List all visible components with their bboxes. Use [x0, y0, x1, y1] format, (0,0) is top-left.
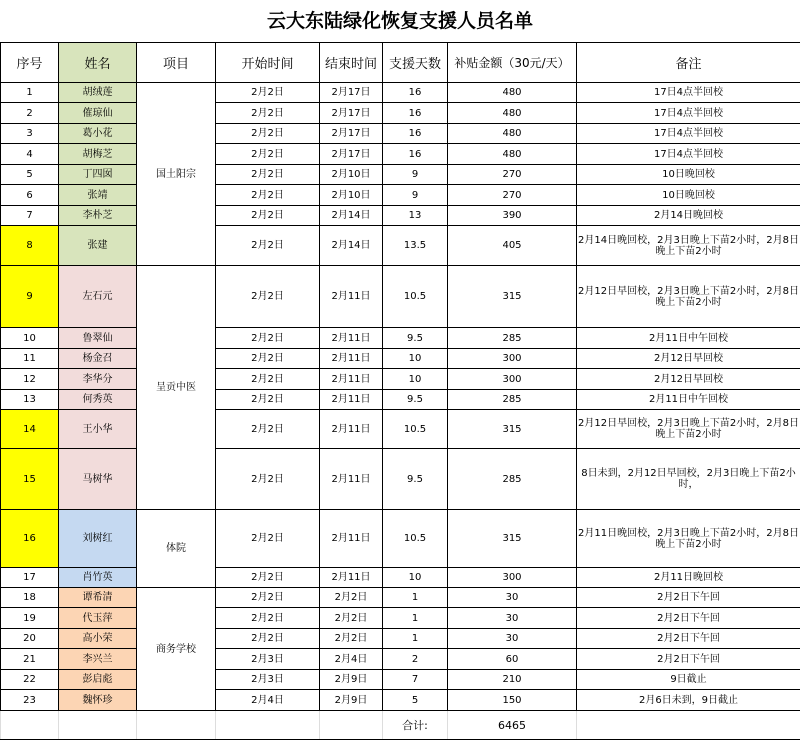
- row-note[interactable]: 10日晚回校: [577, 185, 800, 206]
- row-name[interactable]: 葛小花: [59, 124, 137, 144]
- row-days[interactable]: 1: [383, 588, 448, 608]
- row-days[interactable]: 9: [383, 185, 448, 206]
- header-start[interactable]: 开始时间: [216, 43, 320, 83]
- header-name[interactable]: 姓名: [59, 43, 137, 83]
- row-no[interactable]: 21: [1, 649, 59, 670]
- row-amount[interactable]: 480: [448, 103, 577, 124]
- row-days[interactable]: 9.5: [383, 390, 448, 410]
- row-start[interactable]: 2月3日: [216, 649, 320, 670]
- row-project[interactable]: 商务学校: [137, 588, 216, 711]
- row-amount[interactable]: 300: [448, 369, 577, 390]
- total-empty-cell[interactable]: [320, 711, 383, 740]
- row-no[interactable]: 16: [1, 510, 59, 568]
- row-end[interactable]: 2月11日: [320, 410, 383, 449]
- row-end[interactable]: 2月11日: [320, 449, 383, 510]
- header-project[interactable]: 项目: [137, 43, 216, 83]
- row-amount[interactable]: 285: [448, 328, 577, 349]
- table-row: [1, 266, 800, 328]
- table-row: [1, 165, 800, 185]
- row-end[interactable]: 2月9日: [320, 670, 383, 690]
- row-start[interactable]: 2月2日: [216, 410, 320, 449]
- row-name[interactable]: 傕琼仙: [59, 103, 137, 124]
- personnel-table: [0, 42, 800, 740]
- row-end[interactable]: 2月10日: [320, 185, 383, 206]
- row-end[interactable]: 2月2日: [320, 588, 383, 608]
- row-days[interactable]: 10.5: [383, 510, 448, 568]
- row-name[interactable]: 代玉萍: [59, 608, 137, 629]
- row-note[interactable]: 2月2日下午回: [577, 629, 800, 649]
- row-name[interactable]: 左石元: [59, 266, 137, 328]
- total-empty-cell[interactable]: [1, 711, 59, 740]
- row-start[interactable]: 2月2日: [216, 206, 320, 226]
- row-no[interactable]: 13: [1, 390, 59, 410]
- row-start[interactable]: 2月2日: [216, 103, 320, 124]
- row-start[interactable]: 2月2日: [216, 83, 320, 103]
- row-name[interactable]: 胡绒莲: [59, 83, 137, 103]
- row-end[interactable]: 2月2日: [320, 608, 383, 629]
- row-start[interactable]: 2月2日: [216, 608, 320, 629]
- row-end[interactable]: 2月17日: [320, 83, 383, 103]
- row-end[interactable]: 2月11日: [320, 328, 383, 349]
- row-start[interactable]: 2月2日: [216, 328, 320, 349]
- total-label[interactable]: 合计:: [383, 711, 448, 740]
- row-end[interactable]: 2月17日: [320, 144, 383, 165]
- row-days[interactable]: 16: [383, 124, 448, 144]
- row-amount[interactable]: 480: [448, 83, 577, 103]
- row-amount[interactable]: 30: [448, 629, 577, 649]
- row-note[interactable]: 2月12日早回校，2月3日晚上下苗2小时，2月8日晚上下苗2小时: [577, 410, 800, 449]
- row-amount[interactable]: 300: [448, 568, 577, 588]
- row-name[interactable]: 魏怀珍: [59, 690, 137, 711]
- row-note[interactable]: 2月14日晚回校，2月3日晚上下苗2小时，2月8日晚上下苗2小时: [577, 226, 800, 266]
- table-row: [1, 629, 800, 649]
- row-no[interactable]: 20: [1, 629, 59, 649]
- row-end[interactable]: 2月17日: [320, 103, 383, 124]
- table-row: [1, 410, 800, 449]
- row-name[interactable]: 肖竹英: [59, 568, 137, 588]
- row-days[interactable]: 16: [383, 103, 448, 124]
- row-end[interactable]: 2月17日: [320, 124, 383, 144]
- header-note[interactable]: 备注: [577, 43, 800, 83]
- row-no[interactable]: 12: [1, 369, 59, 390]
- table-row: [1, 349, 800, 369]
- row-end[interactable]: 2月10日: [320, 165, 383, 185]
- row-amount[interactable]: 210: [448, 670, 577, 690]
- table-row: [1, 185, 800, 206]
- row-days[interactable]: 13.5: [383, 226, 448, 266]
- row-note[interactable]: 17日4点半回校: [577, 103, 800, 124]
- row-note[interactable]: 2月11日中午回校: [577, 328, 800, 349]
- row-amount[interactable]: 270: [448, 165, 577, 185]
- row-days[interactable]: 9: [383, 165, 448, 185]
- row-note[interactable]: 2月12日早回校: [577, 349, 800, 369]
- row-amount[interactable]: 60: [448, 649, 577, 670]
- row-amount[interactable]: 315: [448, 510, 577, 568]
- row-name[interactable]: 刘树红: [59, 510, 137, 568]
- row-no[interactable]: 5: [1, 165, 59, 185]
- table-row: [1, 83, 800, 103]
- row-days[interactable]: 10: [383, 568, 448, 588]
- row-start[interactable]: 2月2日: [216, 185, 320, 206]
- row-days[interactable]: 5: [383, 690, 448, 711]
- row-amount[interactable]: 480: [448, 124, 577, 144]
- row-project[interactable]: 体院: [137, 510, 216, 588]
- row-days[interactable]: 10: [383, 349, 448, 369]
- row-no[interactable]: 23: [1, 690, 59, 711]
- row-note[interactable]: 2月2日下午回: [577, 649, 800, 670]
- row-end[interactable]: 2月11日: [320, 266, 383, 328]
- table-row: [1, 568, 800, 588]
- row-end[interactable]: 2月14日: [320, 206, 383, 226]
- row-name[interactable]: 李华分: [59, 369, 137, 390]
- table-row: [1, 124, 800, 144]
- row-name[interactable]: 马树华: [59, 449, 137, 510]
- row-start[interactable]: 2月2日: [216, 349, 320, 369]
- row-amount[interactable]: 315: [448, 410, 577, 449]
- row-name[interactable]: 丁四囡: [59, 165, 137, 185]
- row-amount[interactable]: 270: [448, 185, 577, 206]
- header-days[interactable]: 支援天数: [383, 43, 448, 83]
- row-note[interactable]: 2月2日下午回: [577, 588, 800, 608]
- row-name[interactable]: 胡梅芝: [59, 144, 137, 165]
- row-days[interactable]: 9.5: [383, 449, 448, 510]
- row-start[interactable]: 2月2日: [216, 124, 320, 144]
- row-start[interactable]: 2月2日: [216, 369, 320, 390]
- row-start[interactable]: 2月2日: [216, 390, 320, 410]
- row-no[interactable]: 14: [1, 410, 59, 449]
- row-note[interactable]: 9日截止: [577, 670, 800, 690]
- table-row: [1, 390, 800, 410]
- row-amount[interactable]: 30: [448, 588, 577, 608]
- row-amount[interactable]: 30: [448, 608, 577, 629]
- header-end[interactable]: 结束时间: [320, 43, 383, 83]
- row-no[interactable]: 2: [1, 103, 59, 124]
- row-no[interactable]: 7: [1, 206, 59, 226]
- row-amount[interactable]: 405: [448, 226, 577, 266]
- row-name[interactable]: 何秀英: [59, 390, 137, 410]
- row-no[interactable]: 8: [1, 226, 59, 266]
- row-name[interactable]: 李朴芝: [59, 206, 137, 226]
- table-row: [1, 369, 800, 390]
- row-start[interactable]: 2月2日: [216, 266, 320, 328]
- row-end[interactable]: 2月11日: [320, 369, 383, 390]
- row-note[interactable]: 8日未到，2月12日早回校，2月3日晚上下苗2小时，: [577, 449, 800, 510]
- total-empty-cell[interactable]: [59, 711, 137, 740]
- row-no[interactable]: 18: [1, 588, 59, 608]
- row-note[interactable]: 2月12日早回校，2月3日晚上下苗2小时，2月8日晚上下苗2小时: [577, 266, 800, 328]
- row-days[interactable]: 7: [383, 670, 448, 690]
- row-end[interactable]: 2月4日: [320, 649, 383, 670]
- row-no[interactable]: 9: [1, 266, 59, 328]
- row-end[interactable]: 2月2日: [320, 629, 383, 649]
- row-name[interactable]: 王小华: [59, 410, 137, 449]
- row-amount[interactable]: 315: [448, 266, 577, 328]
- row-name[interactable]: 张靖: [59, 185, 137, 206]
- row-name[interactable]: 彭启彪: [59, 670, 137, 690]
- row-note[interactable]: 2月14日晚回校: [577, 206, 800, 226]
- row-no[interactable]: 1: [1, 83, 59, 103]
- row-no[interactable]: 3: [1, 124, 59, 144]
- row-days[interactable]: 10.5: [383, 266, 448, 328]
- row-no[interactable]: 15: [1, 449, 59, 510]
- row-end[interactable]: 2月9日: [320, 690, 383, 711]
- row-start[interactable]: 2月3日: [216, 670, 320, 690]
- row-start[interactable]: 2月2日: [216, 568, 320, 588]
- row-no[interactable]: 22: [1, 670, 59, 690]
- row-amount[interactable]: 300: [448, 349, 577, 369]
- table-body: [1, 83, 800, 711]
- row-note[interactable]: 17日4点半回校: [577, 144, 800, 165]
- row-start[interactable]: 2月2日: [216, 144, 320, 165]
- table-row: [1, 608, 800, 629]
- table-row: [1, 226, 800, 266]
- row-start[interactable]: 2月4日: [216, 690, 320, 711]
- row-days[interactable]: 16: [383, 144, 448, 165]
- row-days[interactable]: 10.5: [383, 410, 448, 449]
- row-no[interactable]: 17: [1, 568, 59, 588]
- table-row: [1, 206, 800, 226]
- row-days[interactable]: 13: [383, 206, 448, 226]
- row-no[interactable]: 6: [1, 185, 59, 206]
- row-amount[interactable]: 285: [448, 390, 577, 410]
- row-start[interactable]: 2月2日: [216, 510, 320, 568]
- row-name[interactable]: 谭希清: [59, 588, 137, 608]
- table-row: [1, 670, 800, 690]
- row-note[interactable]: 2月11日中午回校: [577, 390, 800, 410]
- row-amount[interactable]: 150: [448, 690, 577, 711]
- total-value[interactable]: 6465: [448, 711, 577, 740]
- row-note[interactable]: 10日晚回校: [577, 165, 800, 185]
- row-name[interactable]: 高小荣: [59, 629, 137, 649]
- row-end[interactable]: 2月11日: [320, 390, 383, 410]
- row-days[interactable]: 1: [383, 629, 448, 649]
- row-name[interactable]: 鲁翠仙: [59, 328, 137, 349]
- total-empty-cell[interactable]: [216, 711, 320, 740]
- row-project[interactable]: 国土阳宗: [137, 83, 216, 266]
- row-no[interactable]: 19: [1, 608, 59, 629]
- row-project[interactable]: 呈贡中医: [137, 266, 216, 510]
- table-row: [1, 449, 800, 510]
- table-row: [1, 510, 800, 568]
- row-no[interactable]: 4: [1, 144, 59, 165]
- row-amount[interactable]: 390: [448, 206, 577, 226]
- header-amount[interactable]: 补贴金额（30元/天）: [448, 43, 577, 83]
- row-note[interactable]: 17日4点半回校: [577, 83, 800, 103]
- sheet-title: 云大东陆绿化恢复支援人员名单: [266, 10, 533, 32]
- row-name[interactable]: 李兴兰: [59, 649, 137, 670]
- row-start[interactable]: 2月2日: [216, 588, 320, 608]
- row-days[interactable]: 1: [383, 608, 448, 629]
- table-row: [1, 649, 800, 670]
- row-note[interactable]: 2月11日晚回校，2月3日晚上下苗2小时，2月8日晚上下苗2小时: [577, 510, 800, 568]
- row-amount[interactable]: 480: [448, 144, 577, 165]
- row-start[interactable]: 2月2日: [216, 226, 320, 266]
- table-row: [1, 103, 800, 124]
- row-no[interactable]: 11: [1, 349, 59, 369]
- header-no[interactable]: 序号: [1, 43, 59, 83]
- row-days[interactable]: 2: [383, 649, 448, 670]
- row-start[interactable]: 2月2日: [216, 449, 320, 510]
- row-end[interactable]: 2月11日: [320, 349, 383, 369]
- row-note[interactable]: 2月11日晚回校: [577, 568, 800, 588]
- row-amount[interactable]: 285: [448, 449, 577, 510]
- table-row: [1, 588, 800, 608]
- table-row: [1, 328, 800, 349]
- total-row: [1, 711, 800, 740]
- table-row: [1, 690, 800, 711]
- row-no[interactable]: 10: [1, 328, 59, 349]
- row-end[interactable]: 2月11日: [320, 568, 383, 588]
- row-days[interactable]: 16: [383, 83, 448, 103]
- row-end[interactable]: 2月11日: [320, 510, 383, 568]
- row-note[interactable]: 2月12日早回校: [577, 369, 800, 390]
- total-empty-cell[interactable]: [577, 711, 800, 740]
- row-name[interactable]: 杨金召: [59, 349, 137, 369]
- row-end[interactable]: 2月14日: [320, 226, 383, 266]
- row-days[interactable]: 10: [383, 369, 448, 390]
- row-note[interactable]: 2月2日下午回: [577, 608, 800, 629]
- row-note[interactable]: 17日4点半回校: [577, 124, 800, 144]
- total-empty-cell[interactable]: [137, 711, 216, 740]
- header-row: [1, 43, 800, 83]
- row-days[interactable]: 9.5: [383, 328, 448, 349]
- row-start[interactable]: 2月2日: [216, 629, 320, 649]
- row-start[interactable]: 2月2日: [216, 165, 320, 185]
- row-name[interactable]: 张建: [59, 226, 137, 266]
- table-row: [1, 144, 800, 165]
- row-note[interactable]: 2月6日未到，9日截止: [577, 690, 800, 711]
